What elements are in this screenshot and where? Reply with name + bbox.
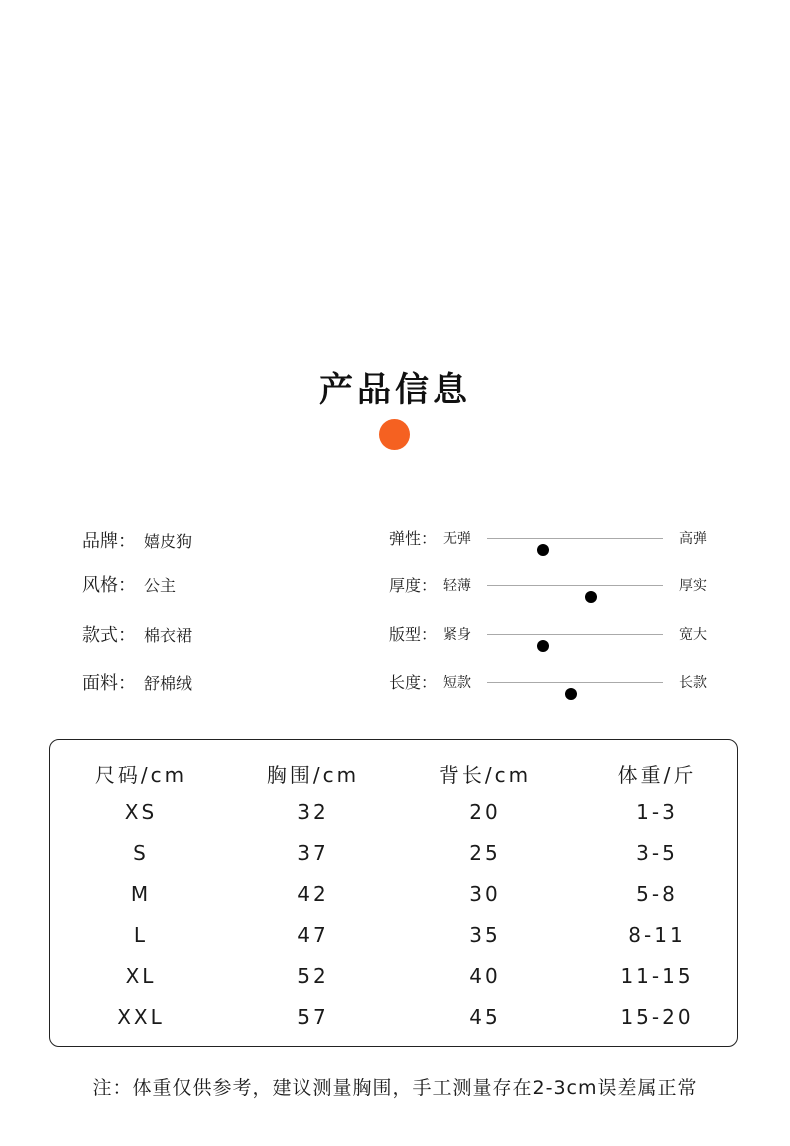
cell-weight: 11-15 [620,964,694,988]
scale-length-high: 长款 [679,675,707,691]
cell-back-length: 30 [469,882,501,906]
cell-size: L [133,923,149,947]
scale-fit [389,622,719,646]
scale-length-low: 短款 [443,675,471,691]
spec-type-label: 款式： [82,625,136,646]
cell-weight: 8-11 [628,923,686,947]
scale-elasticity-high: 高弹 [679,531,707,547]
cell-back-length: 20 [469,800,501,824]
accent-dot [379,419,410,450]
header-back-length: 背长/cm [438,763,532,787]
scale-elasticity-track [487,538,663,539]
header-weight: 体重/斤 [617,763,697,787]
cell-size: M [130,882,152,906]
cell-chest: 57 [297,1005,329,1029]
cell-chest: 32 [297,800,329,824]
spec-style-value: 公主 [144,576,177,595]
spec-type [82,621,192,647]
scale-thickness-label: 厚度： [389,576,438,595]
spec-fabric-label: 面料： [82,673,136,694]
scale-fit-knob [537,640,549,652]
scale-elasticity-label: 弹性： [389,529,438,548]
scale-length-track [487,682,663,683]
spec-brand [82,527,192,553]
cell-chest: 47 [297,923,329,947]
cell-back-length: 35 [469,923,501,947]
scale-thickness-knob [585,591,597,603]
spec-style-label: 风格： [82,575,136,596]
cell-size: XL [125,964,157,988]
spec-fabric [82,669,192,695]
cell-back-length: 40 [469,964,501,988]
header-chest: 胸围/cm [266,763,360,787]
cell-back-length: 25 [469,841,501,865]
cell-size: XXL [117,1005,165,1029]
scale-fit-track [487,634,663,635]
size-table [49,739,738,1047]
scale-thickness-track [487,585,663,586]
scale-fit-label: 版型： [389,625,438,644]
spec-type-value: 棉衣裙 [144,626,193,645]
scale-length-knob [565,688,577,700]
measurement-note: 注：体重仅供参考，建议测量胸围，手工测量存在2-3cm误差属正常 [92,1077,698,1099]
cell-chest: 52 [297,964,329,988]
spec-fabric-value: 舒棉绒 [144,674,193,693]
header-size: 尺码/cm [94,763,188,787]
scale-fit-high: 宽大 [679,627,707,643]
scale-elasticity-knob [537,544,549,556]
scale-length-label: 长度： [389,673,438,692]
spec-brand-label: 品牌： [82,531,136,552]
cell-weight: 3-5 [636,841,678,865]
section-title: 产品信息 [319,370,471,410]
scale-length [389,670,719,694]
spec-style [82,571,176,597]
scale-fit-low: 紧身 [443,627,471,643]
cell-size: XS [124,800,158,824]
scale-thickness [389,573,719,597]
scale-thickness-high: 厚实 [679,578,707,594]
scale-elasticity [389,526,719,550]
cell-chest: 37 [297,841,329,865]
cell-chest: 42 [297,882,329,906]
cell-back-length: 45 [469,1005,501,1029]
cell-size: S [133,841,149,865]
cell-weight: 5-8 [636,882,678,906]
scale-elasticity-low: 无弹 [443,531,471,547]
cell-weight: 15-20 [620,1005,694,1029]
cell-weight: 1-3 [636,800,678,824]
scale-thickness-low: 轻薄 [443,578,471,594]
spec-brand-value: 嬉皮狗 [144,532,193,551]
